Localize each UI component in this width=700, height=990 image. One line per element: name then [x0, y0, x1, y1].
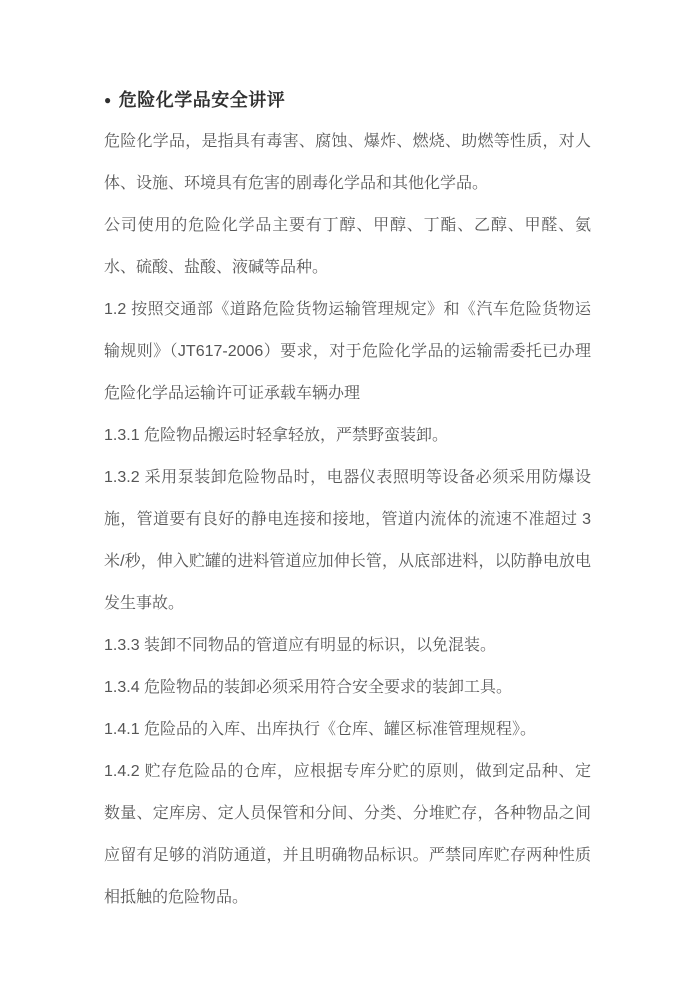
paragraph-1-3-2-pump-loading: 1.3.2 采用泵装卸危险物品时，电器仪表照明等设备必须采用防爆设施，管道要有良好的静电连接和接地，管道内流体的流速不准超过 3 米/秒，伸入贮罐的进料管道应加伸长管，从底部进料，以防静电放电发生事故。	[104, 469, 591, 612]
paragraph-1-3-1-handling: 1.3.1 危险物品搬运时轻拿轻放，严禁野蛮装卸。	[104, 427, 449, 444]
bullet-icon: ●	[104, 93, 112, 107]
paragraph-1-3-4-loading-tools: 1.3.4 危险物品的装卸必须采用符合安全要求的装卸工具。	[104, 679, 513, 696]
paragraph-company-chemicals: 公司使用的危险化学品主要有丁醇、甲醇、丁酯、乙醇、甲醛、氨水、硫酸、盐酸、液碱等品种。	[104, 217, 591, 276]
document-title	[104, 79, 591, 121]
document-title-text: 危险化学品安全讲评	[118, 90, 286, 110]
paragraph-1-2-transport-regulations: 1.2 按照交通部《道路危险货物运输管理规定》和《汽车危险货物运输规则》（JT617-2006）要求，对于危险化学品的运输需委托已办理危险化学品运输许可证承载车辆办理	[104, 301, 591, 402]
paragraph-1-3-3-pipeline-labels: 1.3.3 装卸不同物品的管道应有明显的标识，以免混装。	[104, 637, 497, 654]
paragraph-1-4-2-storage-rules: 1.4.2 贮存危险品的仓库，应根据专库分贮的原则，做到定品种、定数量、定库房、定人员保管和分间、分类、分堆贮存，各种物品之间应留有足够的消防通道，并且明确物品标识。严禁同库贮存两种性质相抵触的危险物品。	[104, 763, 591, 906]
paragraph-hazchem-definition: 危险化学品，是指具有毒害、腐蚀、爆炸、燃烧、助燃等性质，对人体、设施、环境具有危害的剧毒化学品和其他化学品。	[104, 133, 591, 192]
paragraph-1-4-1-warehouse-procedures: 1.4.1 危险品的入库、出库执行《仓库、罐区标准管理规程》。	[104, 721, 537, 738]
